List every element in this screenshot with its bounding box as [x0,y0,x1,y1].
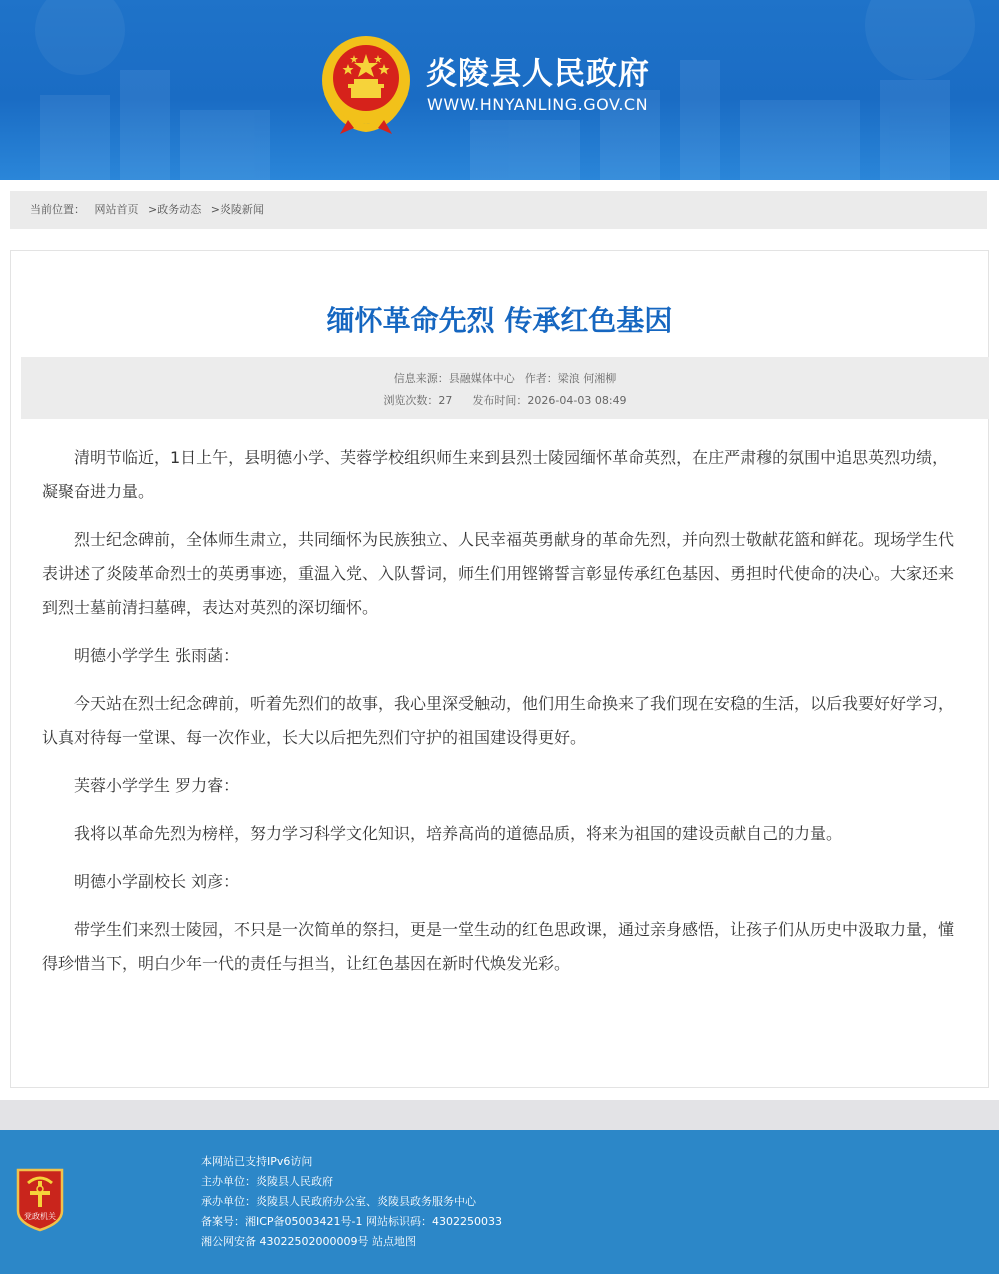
breadcrumb-home-link[interactable]: 网站首页 [94,203,139,216]
site-url[interactable]: WWW.HNYANLING.GOV.CN [427,95,649,114]
footer-icp[interactable]: 备案号：湘ICP备05003421号-1 网站标识码：4302250033 [201,1215,502,1228]
article-paragraph: 今天站在烈士纪念碑前，听着先烈们的故事，我心里深受触动，他们用生命换来了我们现在安稳的生活，以后我要好好学习，认真对待每一堂课、每一次作业，长大以后把先烈们守护的祖国建设得更好。 [42,694,955,747]
article-title: 缅怀革命先烈 传承红色基因 [326,304,673,337]
article-paragraph: 明德小学副校长 刘彦： [74,872,240,891]
article-paragraph: 芙蓉小学学生 罗力睿： [74,776,240,795]
breadcrumb-affairs-link[interactable]: >政务动态 [148,203,202,216]
footer-divider-strip [0,1100,999,1130]
footer-organizer: 承办单位：炎陵县人民政府办公室、炎陵县政务服务中心 [201,1195,476,1208]
party-organ-badge-icon[interactable] [14,1167,66,1233]
meta-published: 发布时间：2026-04-03 08:49 [472,394,627,407]
article-paragraph: 清明节临近，1日上午，县明德小学、芙蓉学校组织师生来到县烈士陵园缅怀革命英烈，在庄严肃穆的氛围中追思英烈功绩，凝聚奋进力量。 [42,448,949,501]
footer-police-record[interactable]: 湘公网安备 43022502000009号 站点地图 [201,1235,416,1248]
breadcrumb-label: 当前位置： [30,203,85,216]
footer-ipv6: 本网站已支持IPv6访问 [201,1155,313,1168]
meta-author: 作者：梁浪 何湘柳 [524,372,617,385]
site-footer [0,1130,999,1274]
footer-info [201,1152,502,1252]
footer-sponsor: 主办单位：炎陵县人民政府 [201,1175,333,1188]
breadcrumb [10,191,987,229]
article-paragraph: 明德小学学生 张雨菡： [74,646,240,665]
site-header [0,0,999,180]
article-body [42,441,957,995]
site-title[interactable]: 炎陵县人民政府 [426,56,650,92]
breadcrumb-news-link[interactable]: >炎陵新闻 [210,203,264,216]
article-meta [21,357,989,419]
meta-views: 浏览次数：27 [383,394,453,407]
article-container [10,250,989,1088]
article-paragraph: 烈士纪念碑前，全体师生肃立，共同缅怀为民族独立、人民幸福英勇献身的革命先烈，并向烈士敬献花篮和鲜花。现场学生代表讲述了炎陵革命烈士的英勇事迹，重温入党、入队誓词，师生们用铿锵誓言彰显传承红色基因、勇担时代使命的决心。大家还来到烈士墓前清扫墓碑，表达对英烈的深切缅怀。 [42,530,955,617]
svg-text:党政机关: 党政机关 [24,1212,56,1221]
national-emblem-icon [318,34,414,136]
article-paragraph: 带学生们来烈士陵园，不只是一次简单的祭扫，更是一堂生动的红色思政课，通过亲身感悟，让孩子们从历史中汲取力量，懂得珍惜当下，明白少年一代的责任与担当，让红色基因在新时代焕发光彩。 [42,920,955,973]
meta-source: 信息来源：县融媒体中心 [393,372,515,385]
article-paragraph: 我将以革命先烈为榜样，努力学习科学文化知识，培养高尚的道德品质，将来为祖国的建设贡献自己的力量。 [74,824,843,843]
